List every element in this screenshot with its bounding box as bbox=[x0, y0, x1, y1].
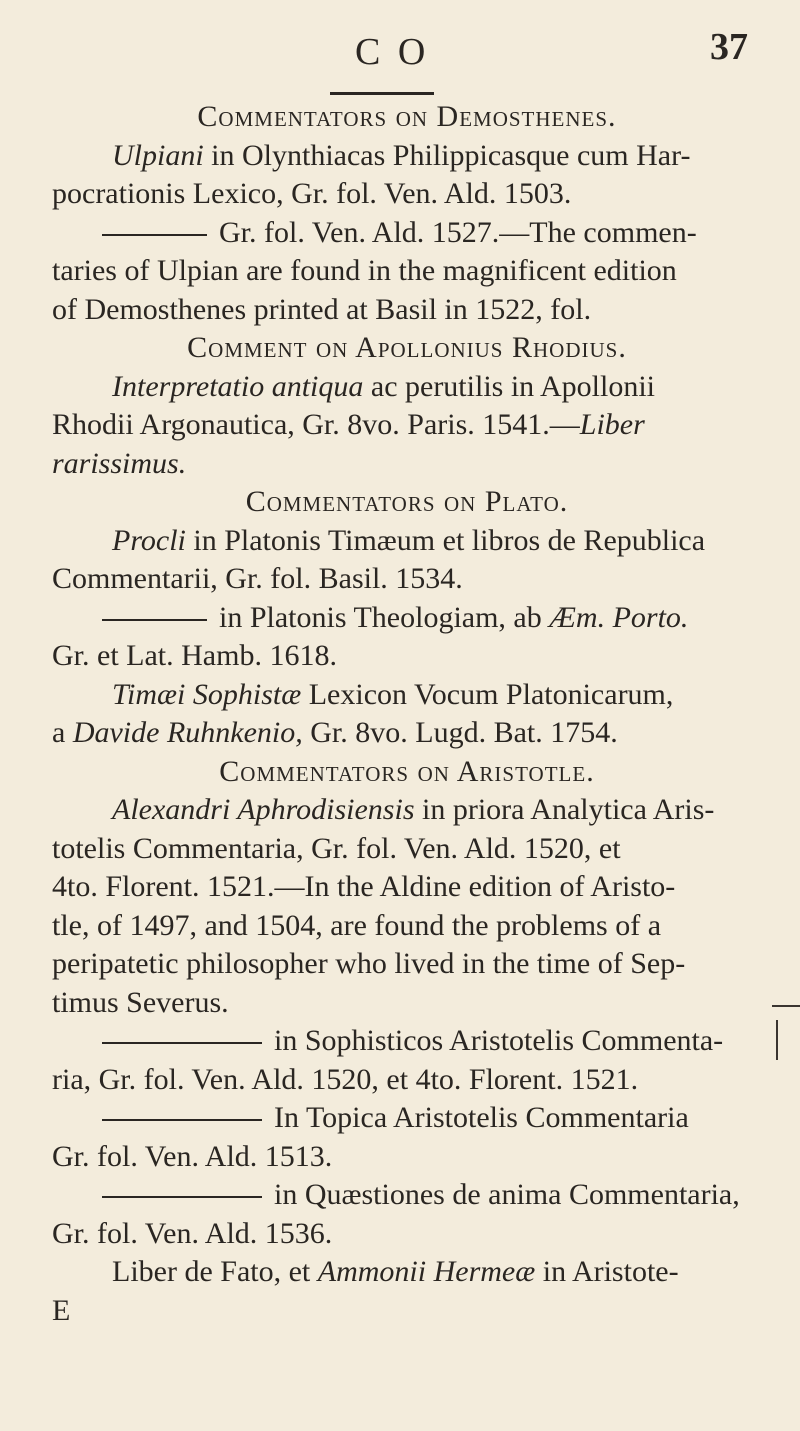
text-line bbox=[52, 291, 762, 330]
ditto-dash bbox=[102, 1042, 262, 1044]
italic-text: Interpretatio antiqua bbox=[112, 369, 364, 403]
italic-text: rarissimus. bbox=[52, 446, 187, 480]
text-run: 4to. Florent. 1521.—In the Aldine edition of Aristo- bbox=[52, 870, 676, 903]
text-line bbox=[52, 1176, 762, 1215]
section-heading: Comment on Apollonius Rhodius. bbox=[187, 331, 627, 364]
text-line bbox=[52, 1253, 762, 1292]
text-line bbox=[52, 368, 762, 407]
text-line bbox=[52, 1138, 762, 1177]
italic-text: Ulpiani bbox=[112, 138, 204, 172]
text-line bbox=[52, 791, 762, 830]
text-run: Gr. fol. Ven. Ald. 1536. bbox=[52, 1216, 333, 1250]
text-run: of Demosthenes printed at Basil in 1522, fol. bbox=[52, 292, 592, 326]
italic-text: Timæi Sophistæ bbox=[112, 677, 302, 711]
text-line bbox=[52, 252, 762, 291]
text-run: in Platonis Timæum et libros de Republica bbox=[185, 523, 706, 557]
text-run: Liber de Fato, et bbox=[112, 1255, 318, 1288]
section-heading: Commentators on Plato. bbox=[245, 485, 569, 518]
text-run: Gr. fol. Ven. Ald. 1513. bbox=[52, 1139, 333, 1173]
text-run: a bbox=[52, 716, 73, 749]
text-run: tle, of 1497, and 1504, are found the problems of a bbox=[52, 908, 662, 942]
text-run: in Olynthiacas Philippicasque cum Har- bbox=[203, 138, 691, 172]
text-line bbox=[52, 1099, 762, 1138]
text-run: totelis Commentaria, Gr. fol. Ven. Ald. 1520, et bbox=[52, 831, 621, 865]
text-run: Rhodii Argonautica, Gr. 8vo. Paris. 1541.— bbox=[52, 408, 580, 441]
ditto-dash bbox=[102, 234, 207, 236]
text-run: Lexicon Vocum Platonicarum, bbox=[301, 677, 674, 711]
text-line bbox=[52, 830, 762, 869]
text-run: pocrationis Lexico, Gr. fol. Ven. Ald. 1503. bbox=[52, 177, 572, 210]
text-line bbox=[52, 406, 762, 445]
italic-text: Procli bbox=[112, 523, 186, 557]
text-line bbox=[52, 445, 762, 484]
text-run: Gr. 8vo. Lugd. Bat. 1754. bbox=[302, 716, 618, 749]
text-line bbox=[52, 868, 762, 907]
text-line bbox=[52, 175, 762, 214]
text-run: taries of Ulpian are found in the magnificent edition bbox=[52, 254, 677, 287]
text-line bbox=[52, 214, 762, 253]
text-run: Commentarii, Gr. fol. Basil. 1534. bbox=[52, 562, 463, 595]
italic-text: Alexandri Aphrodisiensis bbox=[112, 793, 415, 826]
text-line bbox=[52, 1292, 762, 1331]
section-heading: Commentators on Demosthenes. bbox=[197, 100, 617, 133]
text-line bbox=[52, 522, 762, 561]
text-line bbox=[52, 1061, 762, 1100]
text-line bbox=[52, 1215, 762, 1254]
ditto-dash bbox=[102, 619, 207, 621]
text-run: in priora Analytica Aris- bbox=[414, 793, 715, 826]
text-line bbox=[52, 560, 762, 599]
text-run: ac perutilis in Apollonii bbox=[363, 369, 656, 403]
text-line bbox=[52, 676, 762, 715]
text-line bbox=[52, 1022, 762, 1061]
text-run: peripatetic philosopher who lived in the time of Sep- bbox=[52, 947, 686, 980]
header-rule bbox=[330, 92, 434, 95]
text-run: in Sophisticos Aristotelis Commenta- bbox=[274, 1024, 724, 1057]
signature-mark: C O bbox=[355, 31, 430, 73]
italic-text: Liber bbox=[579, 408, 645, 441]
margin-mark bbox=[776, 1020, 778, 1060]
margin-mark bbox=[772, 1005, 800, 1007]
text-line bbox=[52, 137, 762, 176]
text-run: ria, Gr. fol. Ven. Ald. 1520, et 4to. Florent. 1521. bbox=[52, 1062, 639, 1096]
text-run: Gr. fol. Ven. Ald. 1527.—The commen- bbox=[219, 215, 697, 249]
page-number: 37 bbox=[710, 26, 748, 68]
text-run: in Platonis Theologiam, ab bbox=[219, 600, 550, 634]
body-text bbox=[52, 98, 762, 1330]
italic-text: Ammonii Hermeæ bbox=[317, 1255, 536, 1288]
ditto-dash bbox=[102, 1196, 262, 1198]
text-line bbox=[52, 714, 762, 753]
text-run: in Quæstiones de anima Commentaria, bbox=[274, 1178, 740, 1211]
text-line bbox=[52, 637, 762, 676]
text-run: E bbox=[52, 1293, 71, 1327]
text-line bbox=[52, 945, 762, 984]
italic-text: Davide Ruhnkenio, bbox=[72, 716, 303, 749]
section-heading: Commentators on Aristotle. bbox=[219, 754, 595, 788]
text-run: timus Severus. bbox=[52, 985, 229, 1019]
text-run: Gr. et Lat. Hamb. 1618. bbox=[52, 639, 337, 672]
text-line bbox=[52, 984, 762, 1023]
text-run: in Aristote- bbox=[535, 1255, 679, 1288]
text-run: In Topica Aristotelis Commentaria bbox=[274, 1101, 689, 1134]
italic-text: Æm. Porto. bbox=[549, 600, 689, 634]
ditto-dash bbox=[102, 1119, 262, 1121]
text-line bbox=[52, 599, 762, 638]
text-line bbox=[52, 907, 762, 946]
